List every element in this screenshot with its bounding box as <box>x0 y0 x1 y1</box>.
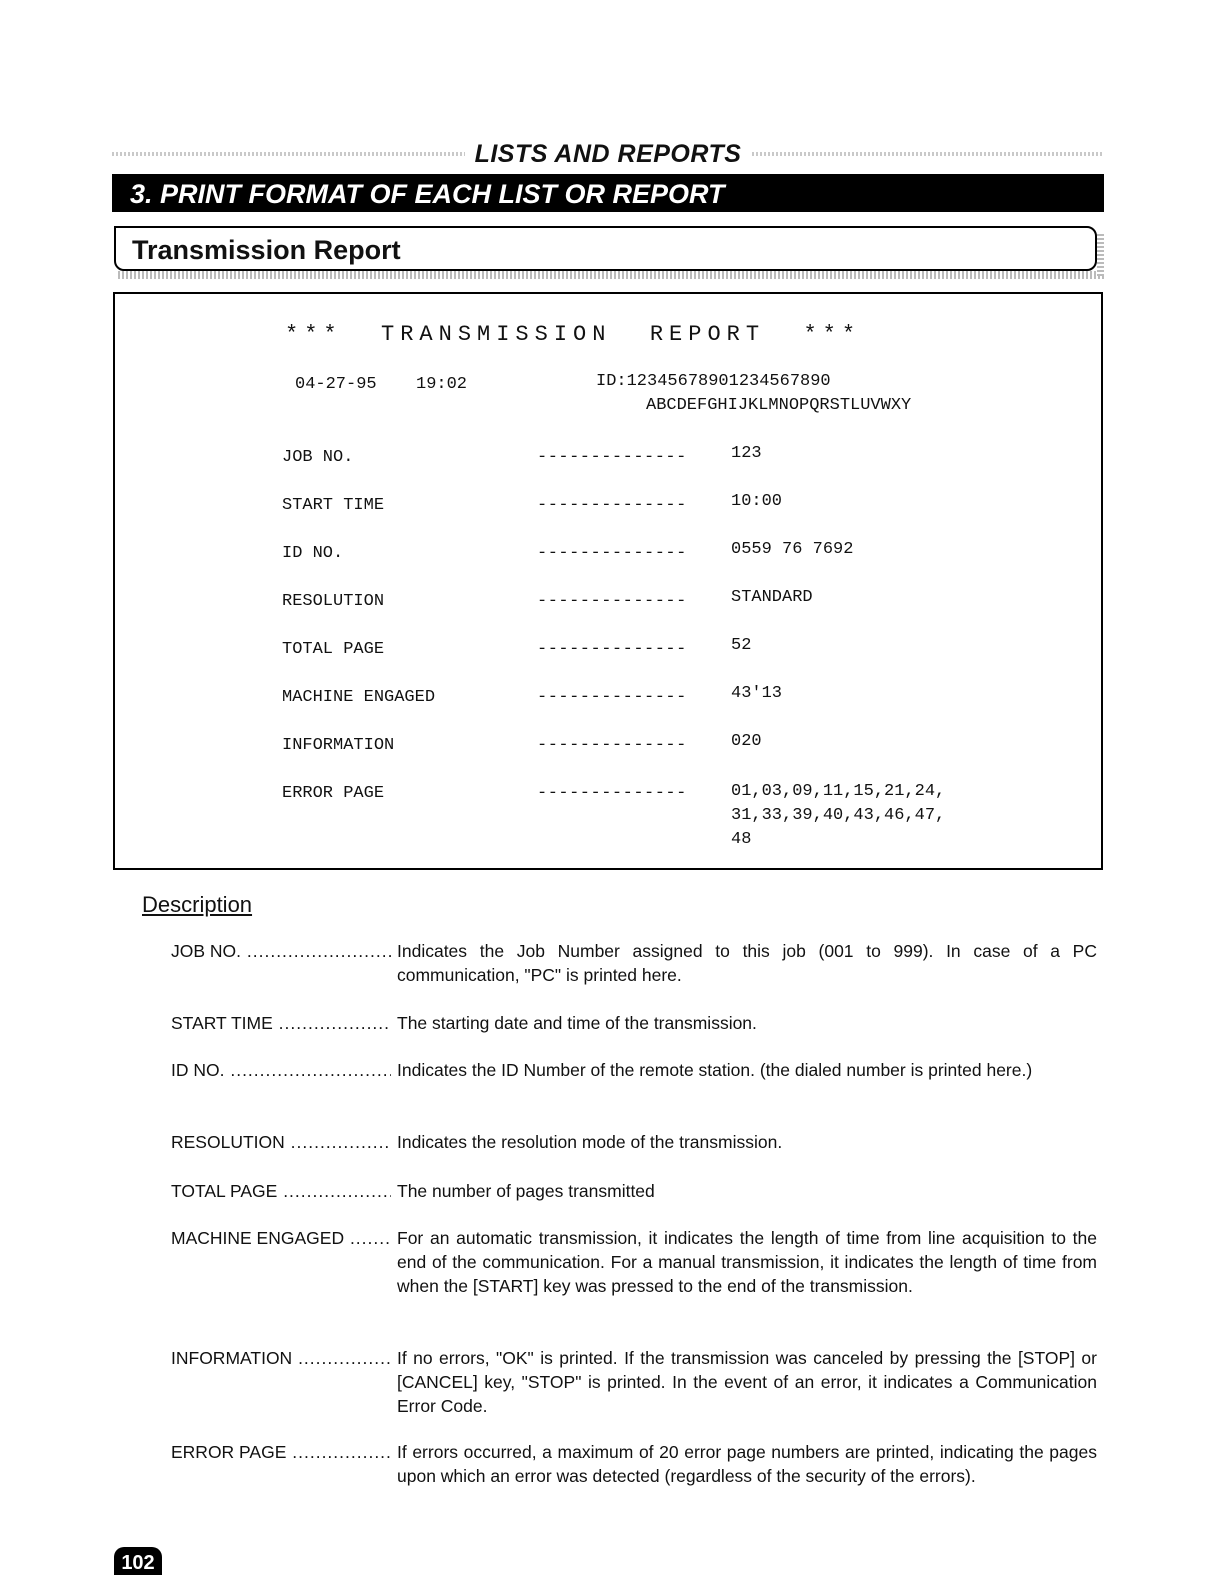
description-text: If no errors, "OK" is printed. If the transmission was canceled by pressing the [STOP] or [CANCEL] key, "STOP" is printed. In the event of an error, it indicates a Communication Error Code. <box>397 1348 1097 1416</box>
description-text: Indicates the ID Number of the remote station. (the dialed number is printed here.) <box>397 1060 1033 1080</box>
error-page-values <box>731 780 945 852</box>
report-title: *** TRANSMISSION REPORT *** <box>285 322 862 347</box>
report-date: 04-27-95 <box>295 375 377 394</box>
description-text: For an automatic transmission, it indicates the length of time from line acquisition to the end of the communication. For a manual transmission, it indicates the length of time from when the [START] key was pressed to the end of the transmission. <box>397 1228 1097 1296</box>
report-row <box>0 732 1221 776</box>
report-row-dashes: -------------- <box>537 448 687 467</box>
description-text: The number of pages transmitted <box>397 1181 655 1201</box>
report-row-dashes: -------------- <box>537 688 687 707</box>
report-row <box>0 492 1221 536</box>
description-term: MACHINE ENGAGED ..... <box>171 1226 391 1250</box>
description-term: ERROR PAGE ..... <box>171 1440 391 1464</box>
section-header <box>112 140 1104 168</box>
report-row-label: ERROR PAGE <box>282 784 385 803</box>
report-row-value: 020 <box>731 732 762 751</box>
subtitle: Transmission Report <box>114 226 1097 271</box>
report-row-dashes: -------------- <box>537 736 687 755</box>
description-text: If errors occurred, a maximum of 20 error page numbers are printed, indicating the pages upon which an error was detected (regardless of the security of the errors). <box>397 1442 1097 1486</box>
report-row-value: 0559 76 7692 <box>731 540 854 559</box>
report-row-dashes: -------------- <box>537 592 687 611</box>
report-row-label: INFORMATION <box>282 736 395 755</box>
subtitle-shadow-right <box>1097 232 1104 276</box>
description-term: TOTAL PAGE ..... <box>171 1179 391 1203</box>
description-term: RESOLUTION ..... <box>171 1130 391 1154</box>
description-text: Indicates the resolution mode of the transmission. <box>397 1132 783 1152</box>
report-row-value: 123 <box>731 444 762 463</box>
report-row <box>0 588 1221 632</box>
report-row-label: JOB NO. <box>282 448 354 467</box>
report-row-value: 52 <box>731 636 752 655</box>
description-term: JOB NO. ..... <box>171 939 391 963</box>
report-row-label: RESOLUTION <box>282 592 385 611</box>
report-row-dashes: -------------- <box>537 496 687 515</box>
report-row <box>0 636 1221 680</box>
description-text: The starting date and time of the transmission. <box>397 1013 757 1033</box>
description-term: START TIME ..... <box>171 1011 391 1035</box>
report-row-dashes: -------------- <box>537 640 687 659</box>
report-row <box>0 444 1221 488</box>
report-row-dashes: -------------- <box>537 544 687 563</box>
report-time: 19:02 <box>416 375 468 394</box>
description-heading: Description <box>142 892 253 917</box>
report-row-value: 43'13 <box>731 684 783 703</box>
report-row-label: START TIME <box>282 496 385 515</box>
report-row-label: TOTAL PAGE <box>282 640 385 659</box>
report-row-label: MACHINE ENGAGED <box>282 688 436 707</box>
report-id-line2: ABCDEFGHIJKLMNOPQRSTLUVWXY <box>646 396 912 415</box>
description-term: INFORMATION ..... <box>171 1346 391 1370</box>
report-row-value: STANDARD <box>731 588 813 607</box>
description-term: ID NO. ..... <box>171 1058 391 1082</box>
report-row-value: 10:00 <box>731 492 783 511</box>
page-number: 102 <box>114 1547 162 1575</box>
error-page-line: 01,03,09,11,15,21,24, <box>731 782 946 801</box>
report-row-dashes: -------------- <box>537 784 687 803</box>
section-header-title: LISTS AND REPORTS <box>465 140 752 168</box>
description-text: Indicates the Job Number assigned to this job (001 to 999). In case of a PC communication, "PC" is printed here. <box>397 941 1097 985</box>
report-row <box>0 784 1221 824</box>
report-row <box>0 684 1221 728</box>
report-id-line1: ID:12345678901234567890 <box>596 372 831 391</box>
report-row <box>0 540 1221 584</box>
report-row-label: ID NO. <box>282 544 344 563</box>
error-page-line: 48 <box>731 830 752 849</box>
error-page-line: 31,33,39,40,43,46,47, <box>731 806 946 825</box>
chapter-banner: 3. PRINT FORMAT OF EACH LIST OR REPORT <box>112 174 1104 212</box>
